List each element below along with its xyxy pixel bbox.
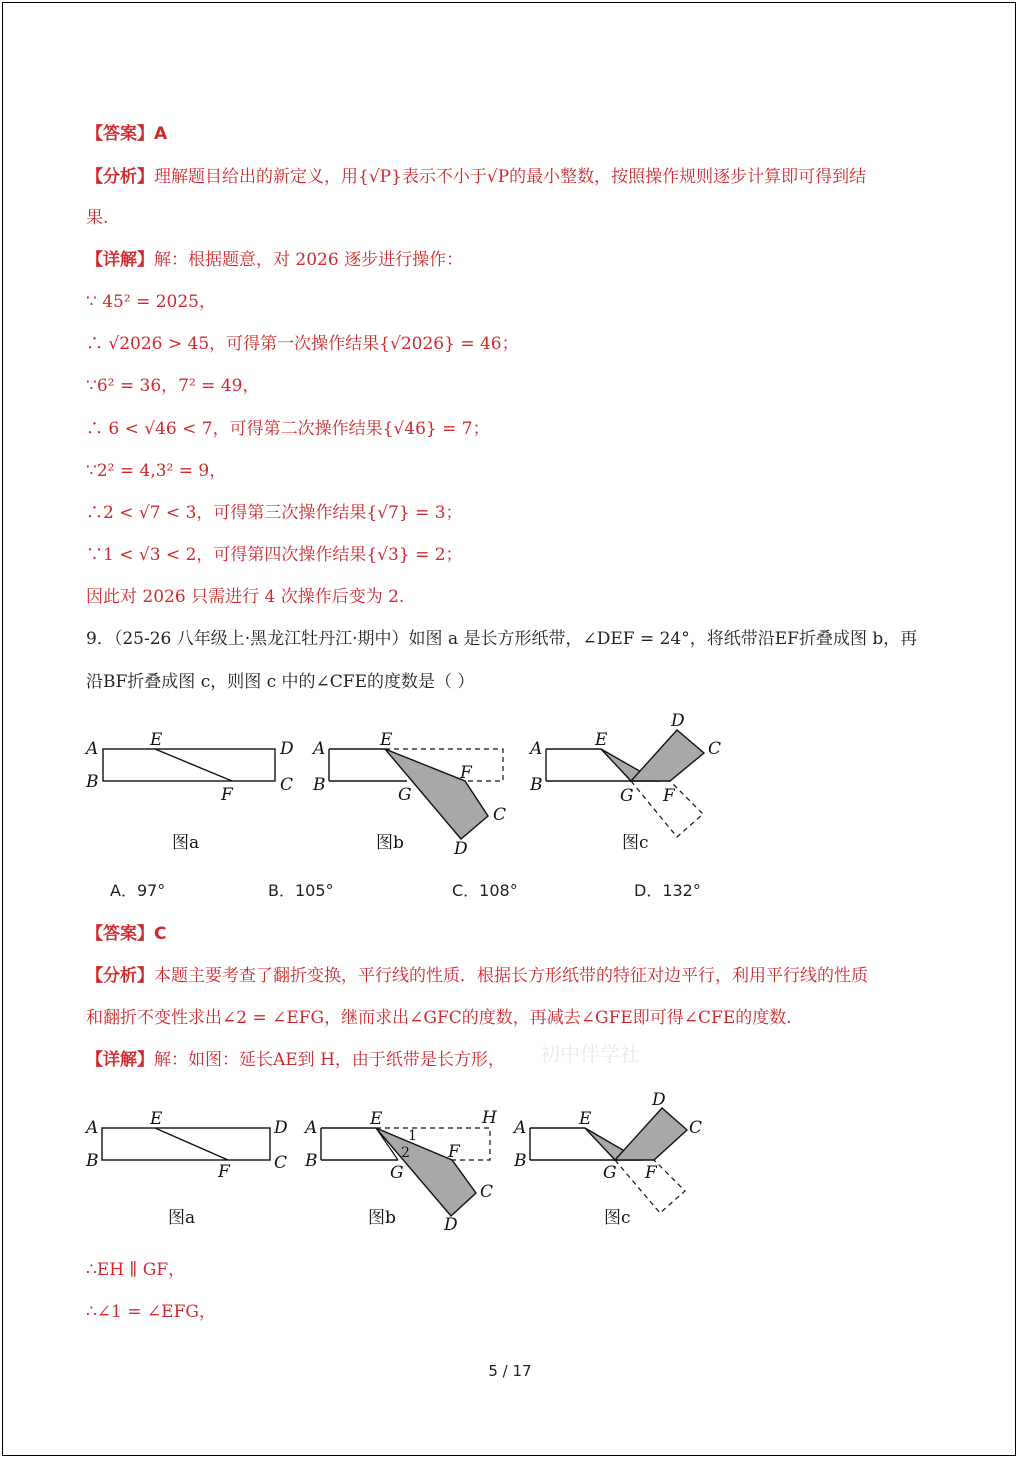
caption-b: 图b <box>376 833 404 853</box>
figure-row-2-svg <box>80 1085 720 1235</box>
label-G: G <box>390 1163 404 1183</box>
label-E: E <box>370 1109 383 1129</box>
analysis-1-line1: 【分析】理解题目给出的新定义，用{√P}表示不小于√P的最小整数，按照操作规则逐步计算即可得到结 <box>86 167 867 187</box>
label-G: G <box>398 785 412 805</box>
label-2: 2 <box>401 1145 410 1161</box>
question-9-line1: 9．（25-26 八年级上·黑龙江牡丹江·期中）如图 a 是长方形纸带，∠DEF = 24°，将纸带沿EF折叠成图 b，再 <box>86 629 918 649</box>
label-A: A <box>305 1118 318 1138</box>
label-C: C <box>280 775 294 795</box>
figure-row-2 <box>80 1085 720 1239</box>
answer-2: 【答案】C <box>86 924 167 944</box>
figure-b-2 <box>303 1108 498 1235</box>
question-9-line2: 沿BF折叠成图 c，则图 c 中的∠CFE的度数是（ ） <box>86 672 475 692</box>
detail-2: 【详解】解：如图：延长AE到 H，由于纸带是长方形， <box>86 1050 505 1070</box>
label-H: H <box>482 1108 497 1128</box>
label-B: B <box>86 772 99 792</box>
label-F: F <box>448 1142 460 1162</box>
figure-a-2 <box>84 1109 288 1228</box>
label-E: E <box>150 1109 163 1129</box>
label-C: C <box>689 1118 703 1138</box>
label-B: B <box>86 1151 99 1171</box>
figure-b <box>311 730 506 859</box>
analysis-2-line2: 和翻折不变性求出∠2 = ∠EFG，继而求出∠GFC的度数，再减去∠GFE即可得∠CFE的度数. <box>86 1008 792 1028</box>
label-C: C <box>708 739 722 759</box>
step2-1: ∴EH ∥ GF， <box>86 1260 186 1280</box>
choice-a[interactable]: A．97° <box>110 881 166 900</box>
page-number: 5 / 17 <box>488 1362 532 1380</box>
label-A: A <box>313 739 326 759</box>
label-B: B <box>305 1151 318 1171</box>
step-3: ∵6² = 36，7² = 49， <box>86 376 260 396</box>
choice-d[interactable]: D．132° <box>634 881 701 900</box>
label-F: F <box>221 785 233 805</box>
label-E: E <box>579 1109 592 1129</box>
label-E: E <box>380 730 393 750</box>
caption-c: 图c <box>622 833 649 853</box>
label-E: E <box>595 730 608 750</box>
label-C: C <box>480 1182 494 1202</box>
label-E: E <box>150 730 163 750</box>
label-A: A <box>530 739 543 759</box>
choice-c[interactable]: C．108° <box>452 881 518 900</box>
label-B: B <box>313 775 326 795</box>
label-B: B <box>514 1151 527 1171</box>
step-6: ∴2 < √7 < 3，可得第三次操作结果{√7} = 3； <box>86 503 463 523</box>
detail-1: 【详解】解：根据题意，对 2026 逐步进行操作： <box>86 250 464 270</box>
label-G: G <box>620 786 634 806</box>
label-D: D <box>454 839 468 859</box>
label-F: F <box>218 1162 230 1182</box>
label-C: C <box>493 805 507 825</box>
label-G: G <box>603 1163 617 1183</box>
label-A: A <box>86 739 99 759</box>
figure-c <box>528 711 721 853</box>
step2-2: ∴∠1 = ∠EFG， <box>86 1302 216 1322</box>
label-D: D <box>444 1215 458 1235</box>
analysis-2-line1: 【分析】本题主要考查了翻折变换，平行线的性质．根据长方形纸带的特征对边平行，利用平行线的性质 <box>86 966 868 986</box>
figure-row-1-svg <box>80 705 740 865</box>
figure-c-2 <box>512 1090 702 1228</box>
step-8: 因此对 2026 只需进行 4 次操作后变为 2. <box>86 587 405 607</box>
label-A: A <box>86 1118 99 1138</box>
step-1: ∵ 45² = 2025， <box>86 292 216 312</box>
label-F: F <box>460 763 472 783</box>
caption-a: 图a <box>172 833 200 853</box>
figure-row-1 <box>80 705 740 869</box>
watermark: 初中伴学社 <box>540 1042 640 1066</box>
caption-c: 图c <box>604 1208 631 1228</box>
label-D: D <box>280 739 294 759</box>
figure-a <box>84 730 294 853</box>
step-4: ∴ 6 < √46 < 7，可得第二次操作结果{√46} = 7； <box>86 419 490 439</box>
label-D: D <box>671 711 685 731</box>
step-2: ∴ √2026 > 45，可得第一次操作结果{√2026} = 46； <box>86 334 519 354</box>
step-5: ∵2² = 4,3² = 9， <box>86 461 227 481</box>
caption-a: 图a <box>168 1208 196 1228</box>
analysis-1-line2: 果. <box>86 208 109 228</box>
caption-b: 图b <box>368 1208 396 1228</box>
label-F: F <box>663 786 675 806</box>
label-F: F <box>645 1163 657 1183</box>
label-D: D <box>652 1090 666 1110</box>
answer-1: 【答案】A <box>86 124 168 144</box>
label-A: A <box>514 1118 527 1138</box>
choice-b[interactable]: B．105° <box>268 881 334 900</box>
step-7: ∵1 < √3 < 2，可得第四次操作结果{√3} = 2； <box>86 545 463 565</box>
label-1: 1 <box>408 1128 417 1144</box>
label-B: B <box>530 775 543 795</box>
label-C: C <box>274 1153 288 1173</box>
label-D: D <box>274 1118 288 1138</box>
